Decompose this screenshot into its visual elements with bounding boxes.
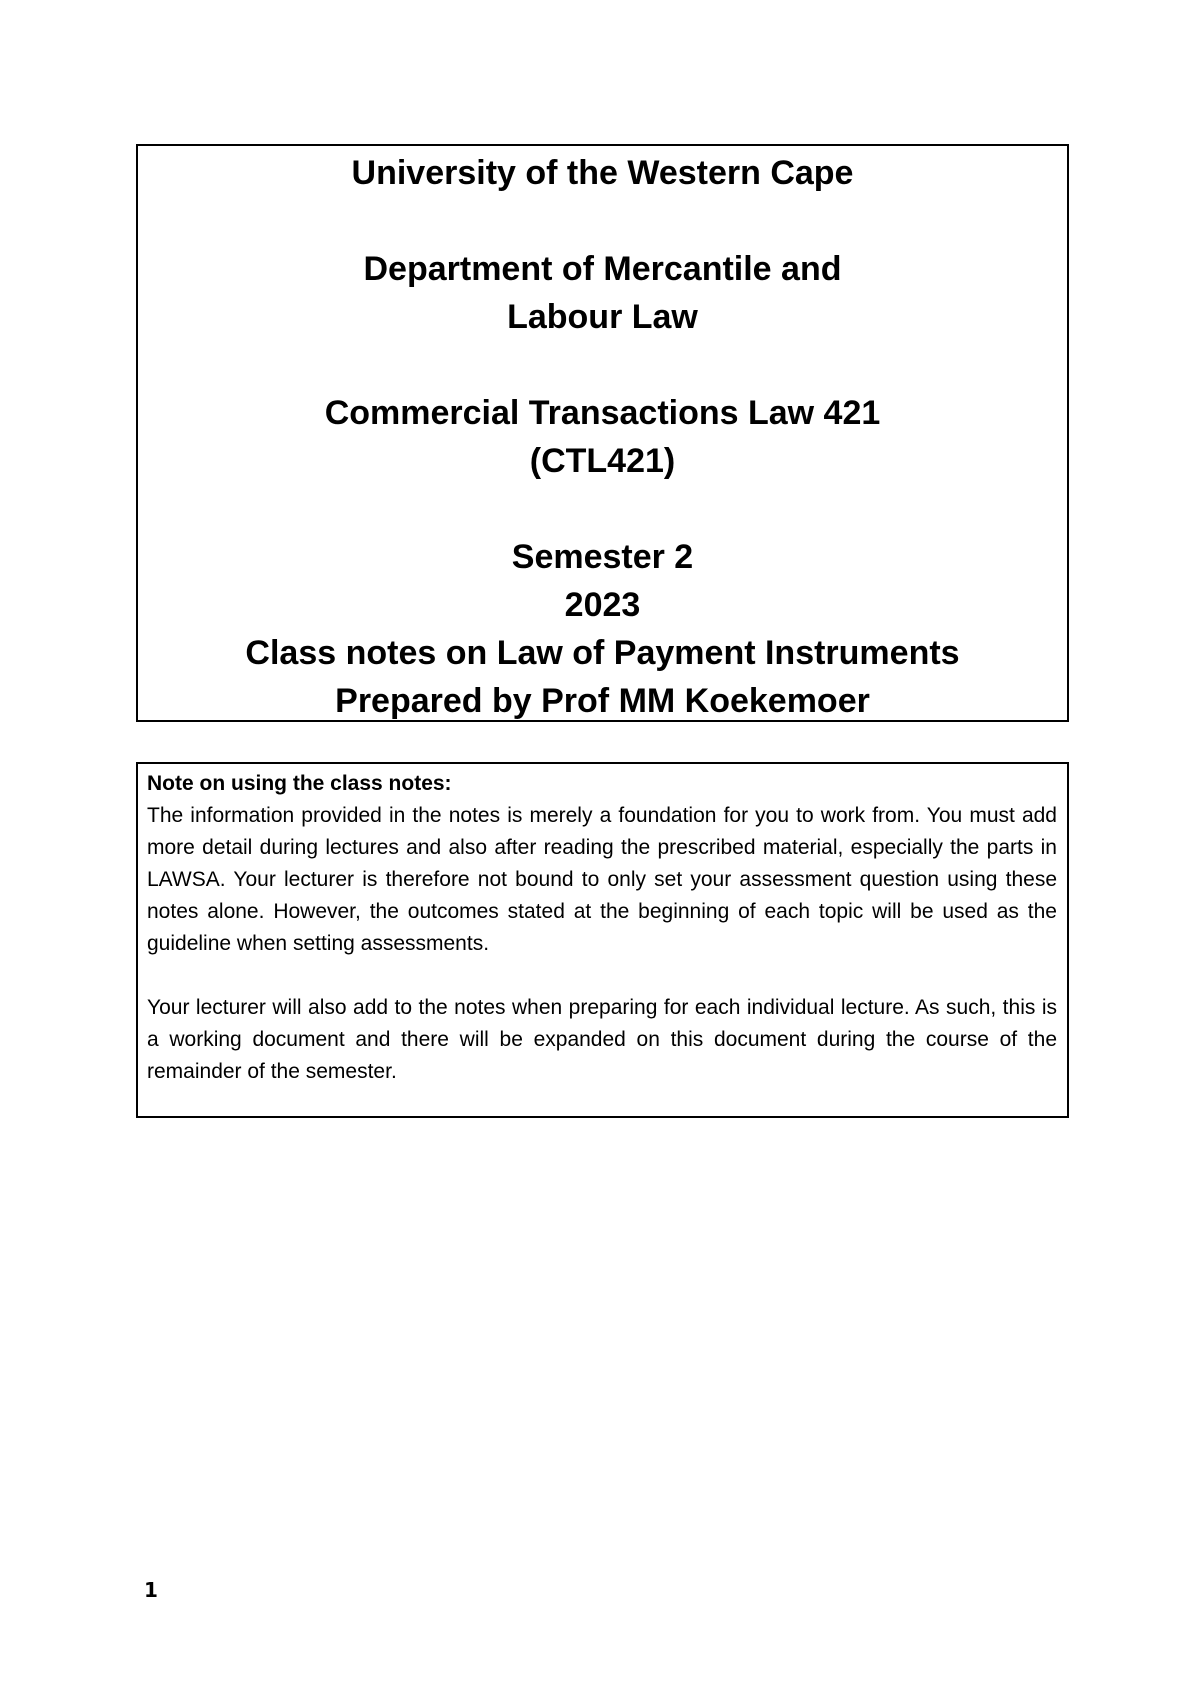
note-paragraph-1: The information provided in the notes is merely a foundation for you to work from. You must add more detail during lectures and also after reading the prescribed material, especially the parts in LAWSA. Your lecturer is therefore not bound to only set your assessment question using these notes alone. However, the outcomes stated at the beginning of each topic will be used as the guideline when setting assessments. bbox=[147, 804, 1057, 955]
title-spacer bbox=[138, 485, 1067, 533]
course-code: (CTL421) bbox=[529, 442, 676, 480]
department-line-2: Labour Law bbox=[507, 298, 698, 336]
note-paragraph-2: Your lecturer will also add to the notes when preparing for each individual lecture. As such, this is a working document and there will be expanded on this document during the course of the remainder of the semester. bbox=[147, 996, 1057, 1083]
page-number: 1 bbox=[144, 1578, 158, 1602]
usage-note-block bbox=[136, 762, 1069, 1118]
title-spacer bbox=[138, 341, 1067, 389]
semester: Semester 2 bbox=[511, 538, 694, 576]
title-block bbox=[136, 144, 1069, 722]
year: 2023 bbox=[564, 586, 641, 624]
note-heading: Note on using the class notes: bbox=[147, 772, 452, 795]
course-name: Commercial Transactions Law 421 bbox=[324, 394, 881, 432]
document-subtitle: Class notes on Law of Payment Instruments bbox=[245, 634, 960, 672]
author-line: Prepared by Prof MM Koekemoer bbox=[335, 682, 870, 720]
note-spacer bbox=[147, 960, 1057, 992]
department-line-1: Department of Mercantile and bbox=[363, 250, 842, 288]
university-name: University of the Western Cape bbox=[351, 154, 854, 192]
title-spacer bbox=[138, 197, 1067, 245]
